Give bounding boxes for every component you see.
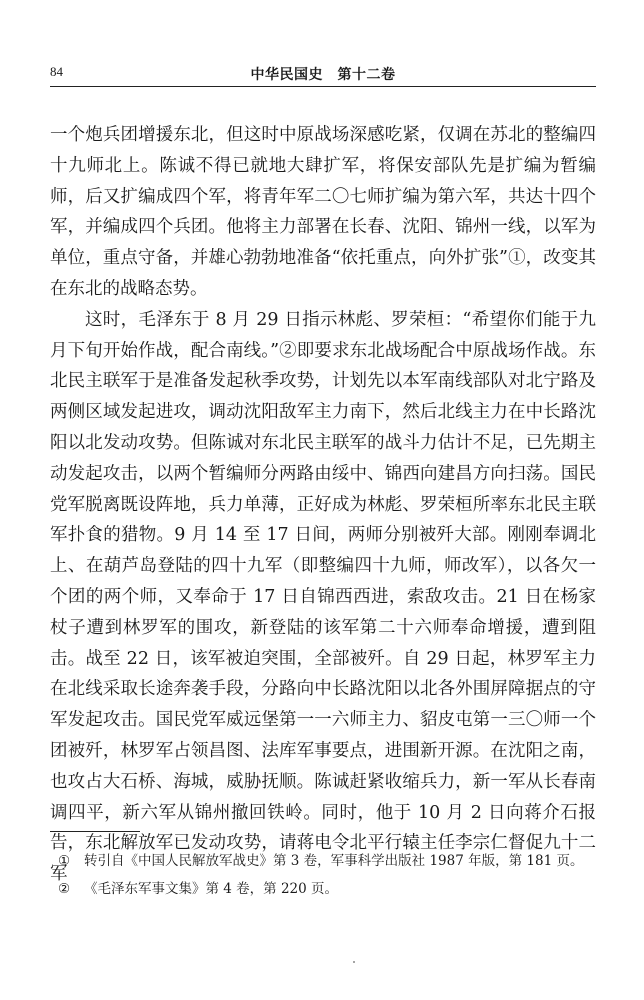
footnote-1 xyxy=(50,850,596,872)
paragraph: 这时，毛泽东于 8 月 29 日指示林彪、罗荣桓：“希望你们能于九月下旬开始作战，配合南线。”②即要求东北战场配合中原战场作战。东北民主联军于是准备发起秋季攻势，计划先以本军南线部队对北宁路及两侧区域发起进攻，调动沈阳敌军主力南下，然后北线主力在中长路沈阳以北发动攻势。但陈诚对东北民主联军的战斗力估计不足，已先期主动发起攻击，以两个暂编师分两路由绥中、锦西向建昌方向扫荡。国民党军脱离既设阵地，兵力单薄，正好成为林彪、罗荣桓所率东北民主联军扑食的猎物。9 月 14 至 17 日间，两师分别被歼大部。刚刚奉调北上、在葫芦岛登陆的四十九军（即整编四十九师，师改军），以各欠一个团的两个师，又奉命于 17 日自锦西西进，索敌攻击。21 日在杨家杖子遭到林罗军的围攻，新登陆的该军第二十六师奉命增援，遭到阻击。战至 22 日，该军被迫突围，全部被歼。自 29 日起，林罗军主力在北线采取长途奔袭手段，分路向中长路沈阳以北各外围屏障据点的守军发起攻击。国民党军威远堡第一一六师主力、貂皮屯第一三〇师一个团被歼，林罗军占领昌图、法库军事要点，进围新开源。在沈阳之南，也攻占大石桥、海城，威胁抚顺。陈诚赶紧收缩兵力，新一军从长春南调四平，新六军从锦州撤回铁岭。同时，他于 10 月 2 日向蒋介石报告，东北解放军已发动攻势，请蒋电令北平行辕主任李宗仁督促九十二军 xyxy=(50,309,596,885)
footnote-marker: ① xyxy=(58,853,71,869)
footnote-text: 转引自《中国人民解放军战史》第 3 卷，军事科学出版社 1987 年版，第 181 页。 xyxy=(84,853,584,869)
body-text xyxy=(50,120,596,890)
footnote-2 xyxy=(50,878,596,900)
running-title: 中华民国史 第十二卷 xyxy=(250,67,396,83)
footnotes xyxy=(50,850,596,906)
footnote-divider xyxy=(50,831,140,832)
footnote-text: 《毛泽东军事文集》第 4 卷，第 220 页。 xyxy=(84,881,339,897)
footnote-marker: ② xyxy=(58,881,71,897)
page-number: 84 xyxy=(50,64,63,79)
paragraph-continued: 一个炮兵团增援东北，但这时中原战场深感吃紧，仅调在苏北的整编四十九师北上。陈诚不得已就地大肆扩军，将保安部队先是扩编为暂编师，后又扩编成四个军，将青年军二〇七师扩编为第六军，共达十四个军，并编成四个兵团。他将主力部署在长春、沈阳、锦州一线，以军为单位，重点守备，并雄心勃勃地准备“依托重点，向外扩张”①，改变其在东北的战略态势。 xyxy=(50,125,596,299)
running-header xyxy=(50,64,596,87)
scan-speck xyxy=(353,961,355,963)
